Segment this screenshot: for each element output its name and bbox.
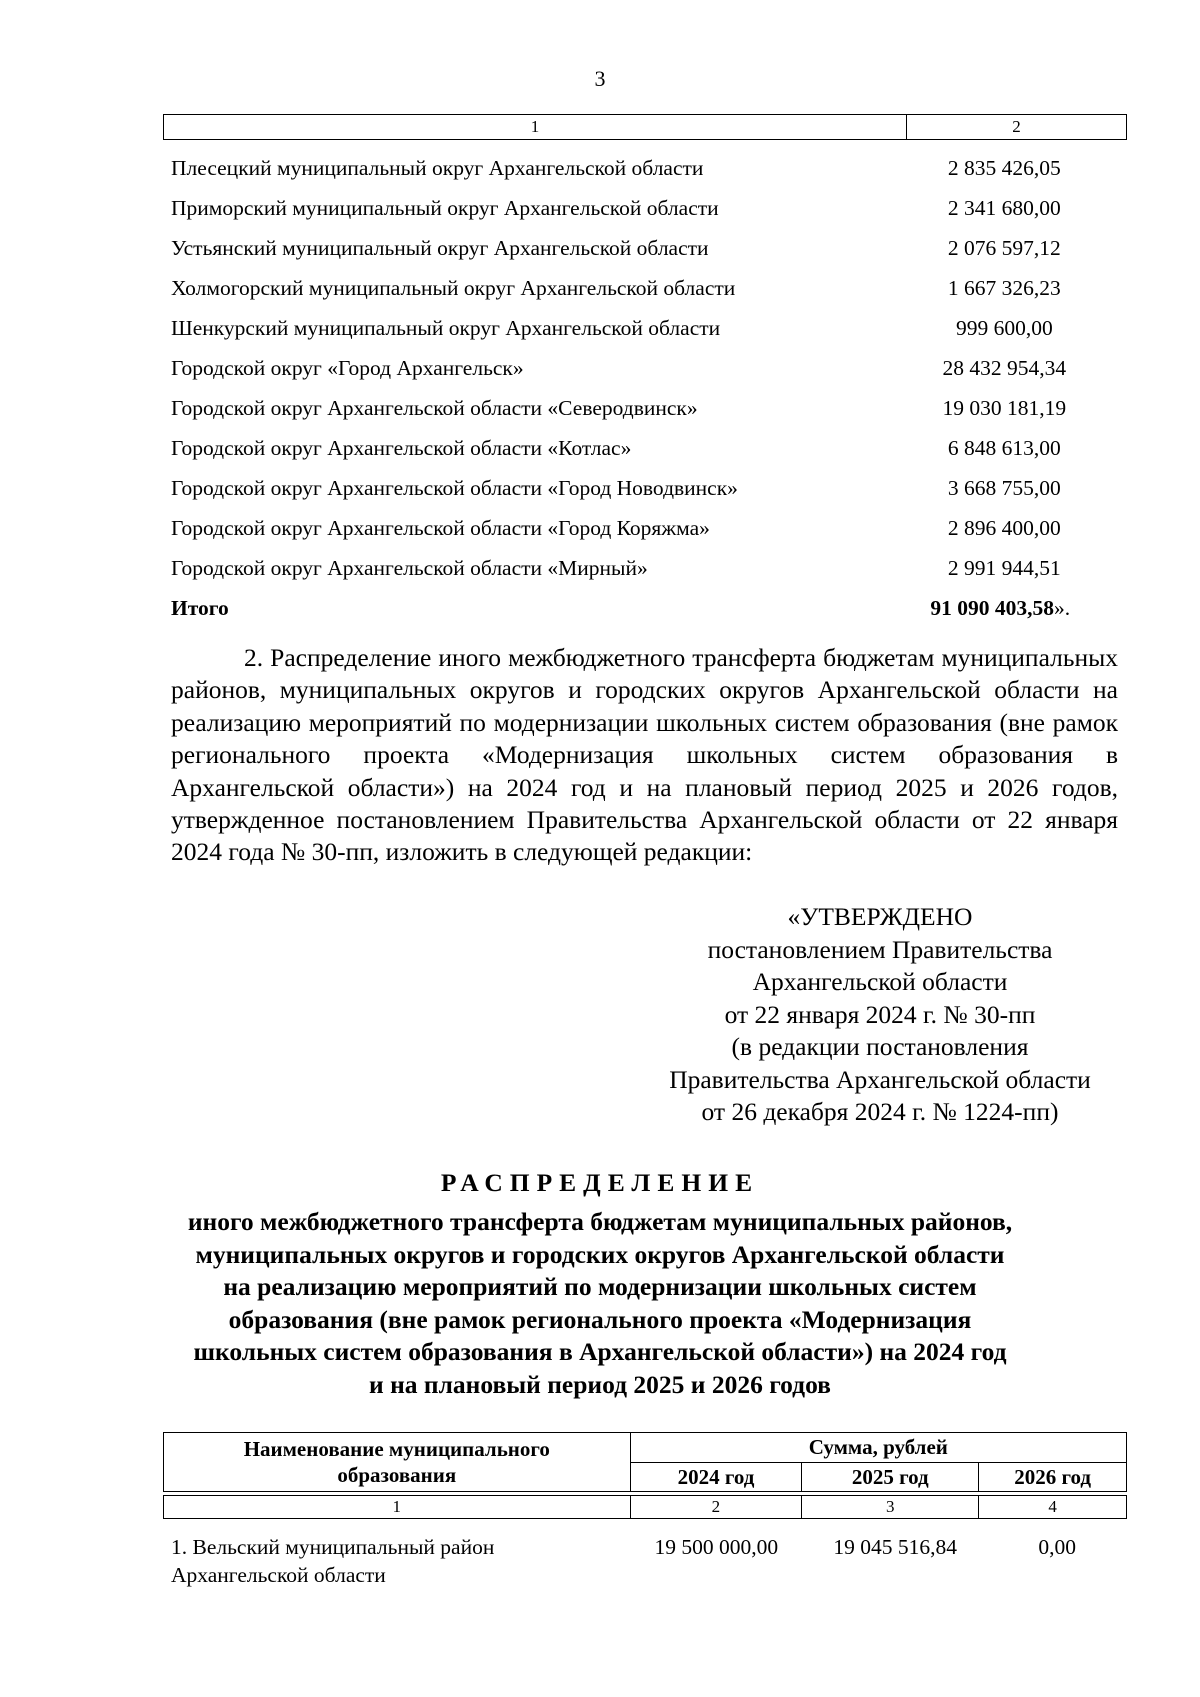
row-value: 19 030 181,19 [942,396,1067,420]
table2-year-2024: 2024 год [630,1462,802,1492]
row-name: Городской округ Архангельской области «Котлас» [171,436,632,460]
paragraph-line: Архангельской области на реализацию мероприятий по модернизации [171,675,1119,737]
row-value: 2 991 944,51 [947,556,1061,580]
row-value: 6 848 613,00 [947,436,1061,460]
table2-col-number: 2 [630,1496,802,1519]
subheading-line: школьных систем образования в Архангельской области») на 2024 год [193,1337,1007,1366]
table-row [171,148,1111,188]
row-name: Городской округ «Город Архангельск» [171,356,524,380]
table-row [171,228,1111,268]
table-total-row [171,588,1111,628]
table1-col-header-1: 1 [164,115,907,139]
table2-year-2025: 2025 год [802,1462,979,1492]
row-value: 2 341 680,00 [947,196,1061,220]
row-value: 2 896 400,00 [947,516,1061,540]
subheading-line: иного межбюджетного трансферта бюджетам муниципальных районов, [187,1207,1013,1236]
subheading-line: образования (вне рамок регионального проекта «Модернизация [228,1304,972,1334]
subheading-line: и на плановый период 2025 и 2026 годов [369,1369,831,1399]
row-value: 1 667 326,23 [947,276,1061,300]
row-value: 999 600,00 [955,316,1053,340]
table-row [171,468,1111,508]
subheading-line: муниципальных округов и городских округов Архангельской области [195,1239,1005,1269]
document-heading: РАСПРЕДЕЛЕНИЕ [440,1168,760,1197]
row-name: Городской округ Архангельской области «Мирный» [171,556,648,580]
paragraph-line: муниципальных районов, муниципальных округов и городских округов [171,643,1118,705]
row-value: 2 835 426,05 [947,156,1061,180]
row-value-2026: 0,00 [1038,1535,1077,1559]
table1-body [171,148,1111,628]
approval-line: Правительства Архангельской области [669,1064,1091,1094]
table-row [171,348,1111,388]
approval-block [640,901,1120,1129]
row-value: 3 668 755,00 [947,476,1061,500]
approval-line: от 22 января 2024 г. № 30-пп [724,999,1036,1029]
paragraph-line: «Модернизация школьных систем образования в Архангельской области») [171,740,1119,802]
row-value-2024: 19 500 000,00 [654,1535,779,1559]
row-value: 28 432 954,34 [942,356,1067,380]
approval-line: от 26 декабря 2024 г. № 1224-пп) [701,1097,1059,1126]
row-name: Устьянский муниципальный округ Архангельской области [171,236,709,260]
table1-col-header-2: 2 [1012,117,1021,136]
table1-header [163,114,1127,140]
table-row [171,388,1111,428]
approval-line: Архангельской области [752,967,1008,996]
paragraph-text [171,642,1118,869]
subheading-line: на реализацию мероприятий по модернизации школьных систем [223,1272,977,1301]
row-name: Приморский муниципальный округ Архангельской области [171,196,719,220]
table2-col-number: 3 [802,1496,979,1519]
amendment-paragraph [171,642,1118,869]
table2-header-sum: Сумма, рублей [630,1433,1126,1463]
page-number: 3 [594,66,606,91]
paragraph-line: на 2024 год и на плановый период 2025 и 2026 годов, утвержденное [171,772,1118,835]
table-row [171,428,1111,468]
table2-col-numbers [163,1495,1127,1519]
row-name: Городской округ Архангельской области «Северодвинск» [171,396,698,420]
row-name: Холмогорский муниципальный округ Архангельской области [171,276,736,300]
paragraph-line: постановлением Правительства Архангельской области от 22 января 2024 года [171,805,1118,867]
table2-year-2026: 2026 год [979,1462,1127,1492]
paragraph-line: 2. Распределение иного межбюджетного трансферта бюджетам [244,643,935,672]
table-row [171,508,1111,548]
paragraph-line: школьных систем образования (вне рамок регионального проекта [171,707,1119,770]
table2-col-number: 4 [979,1496,1127,1519]
row-name: Городской округ Архангельской области «Город Новодвинск» [171,476,738,500]
row-value: 2 076 597,12 [947,236,1061,260]
table-row [171,268,1111,308]
approval-line: постановлением Правительства [707,934,1053,964]
table-row [171,188,1111,228]
total-suffix: ». [1054,596,1071,620]
total-value: 91 090 403,58 [930,596,1055,620]
paragraph-line: № 30-пп, изложить в следующей редакции: [280,837,753,867]
table-row [171,308,1111,348]
table-row [171,548,1111,588]
table2-col-number: 1 [164,1496,631,1519]
row-name: Шенкурский муниципальный округ Архангельской области [171,316,721,340]
table2-header-name: Наименование муниципального образования [164,1433,631,1492]
table2-header [163,1432,1127,1492]
document-subheading [150,1206,1050,1401]
table-row [171,1533,1131,1589]
approval-line: «УТВЕРЖДЕНО [787,902,973,931]
total-label: Итого [171,596,229,620]
row-name: Городской округ Архангельской области «Город Коряжма» [171,516,710,540]
row-name: Плесецкий муниципальный округ Архангельской области [171,156,704,180]
approval-line: (в редакции постановления [731,1032,1029,1061]
row-name: 1. Вельский муниципальный район Архангельской области [171,1535,495,1587]
row-value-2025: 19 045 516,84 [833,1535,958,1559]
